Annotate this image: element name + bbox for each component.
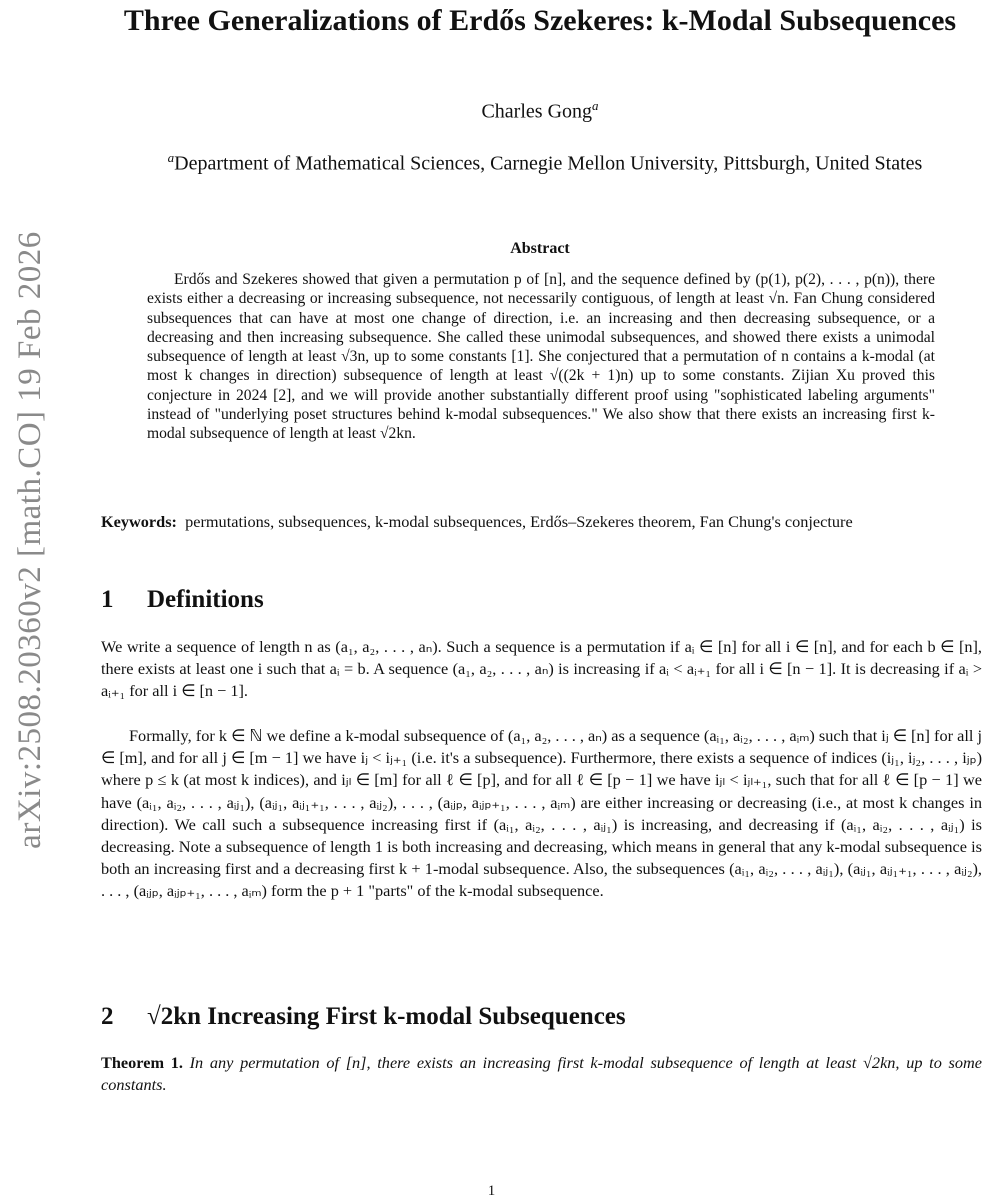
section-2-number: 2 (101, 1003, 114, 1030)
affiliation-text: Department of Mathematical Sciences, Carnegie Mellon University, Pittsburgh, United States (174, 152, 923, 175)
theorem-label: Theorem 1. (101, 1053, 183, 1072)
keywords-text: permutations, subsequences, k-modal subsequences, Erdős–Szekeres theorem, Fan Chung's conjecture (185, 512, 853, 531)
abstract-body (147, 270, 935, 444)
arxiv-identifier: arXiv:2508.20360v2 [math.CO] 19 Feb 2026 (12, 231, 48, 849)
author-superscript: a (592, 98, 599, 113)
section-2-title: √2kn Increasing First k-modal Subsequences (147, 1003, 626, 1030)
theorem-text: In any permutation of [n], there exists an increasing first k-modal subsequence of length at least √2kn, up to some constants. (101, 1053, 982, 1094)
definitions-paragraph-2: Formally, for k ∈ ℕ we define a k-modal subsequence of (a₁, a₂, . . . , aₙ) as a sequence (aᵢ₁, aᵢ₂, . . . , aᵢₘ) such that iⱼ ∈ [n] for all j ∈ [m], and for all j ∈ [m − 1] we have iⱼ < iⱼ₊₁ (i.e. it's a subsequence). Furthermore, there exists a sequence of indices (iⱼ₁, iⱼ₂, . . . , iⱼₚ) where p ≤ k (at most k indices), and iⱼₗ ∈ [m] for all ℓ ∈ [p], and for all ℓ ∈ [p − 1] we have iⱼₗ < iⱼₗ₊₁, such that for all ℓ ∈ [p − 1] we have (aᵢ₁, aᵢ₂, . . . , aᵢⱼ₁), (aᵢⱼ₁, aᵢⱼ₁₊₁, . . . , aᵢⱼ₂), . . . , (aᵢⱼₚ, aᵢⱼₚ₊₁, . . . , aᵢₘ) are either increasing or decreasing (i.e., at most k changes in direction). We call such a subsequence increasing first if (aᵢ₁, aᵢ₂, . . . , aᵢⱼ₁) is increasing, and decreasing if (aᵢ₁, aᵢ₂, . . . , aᵢⱼ₁) is decreasing. Note a subsequence of length 1 is both increasing and decreasing, which means in general that any k-modal subsequence is both an increasing first and a decreasing first k + 1-modal subsequence. Also, the subsequences (aᵢ₁, aᵢ₂, . . . , aᵢⱼ₁), (aᵢⱼ₁, aᵢⱼ₁₊₁, . . . , aᵢⱼ₂), . . . , (aᵢⱼₚ, aᵢⱼₚ₊₁, . . . , aᵢₘ) form the p + 1 "parts" of the k-modal subsequence. (101, 726, 982, 901)
section-2-heading (101, 1003, 626, 1031)
theorem-1 (101, 1052, 982, 1096)
abstract-heading: Abstract (510, 240, 570, 257)
section-1-title: Definitions (147, 586, 264, 613)
affiliation (130, 145, 960, 177)
author-line (90, 98, 983, 124)
author-name: Charles Gong (481, 100, 593, 123)
page-number: 1 (487, 1183, 496, 1199)
section-1-heading (101, 586, 264, 614)
section-1-number: 1 (101, 586, 114, 613)
abstract-text: Erdős and Szekeres showed that given a permutation p of [n], and the sequence defined by (p(1), p(2), . . . , p(n)), there exists either a decreasing or increasing subsequence, not necessarily contiguous, of length at least √n. Fan Chung considered subsequences that can have at most one change of direction, i.e. an increasing and then decreasing subsequence, or a decreasing and then increasing subsequence. She called these unimodal subsequences, and showed there exists a unimodal subsequence of length at least √3n, up to some constants [1]. She conjectured that a permutation of n contains a k-modal (at most k changes in direction) subsequence of length at least √((2k + 1)n) up to some constants. Zijian Xu proved this conjecture in 2024 [2], and we will provide another substantially different proof using "sophisticated labeling arguments" instead of "underlying poset structures behind k-modal subsequences." We also show that there exists an increasing first k-modal subsequence of length at least √2kn. (147, 271, 935, 443)
definitions-paragraph-1: We write a sequence of length n as (a₁, a₂, . . . , aₙ). Such a sequence is a permutation if aᵢ ∈ [n] for all i ∈ [n], and for each b ∈ [n], there exists at least one i such that aᵢ = b. A sequence (a₁, a₂, . . . , aₙ) is increasing if aᵢ < aᵢ₊₁ for all i ∈ [n − 1]. It is decreasing if aᵢ > aᵢ₊₁ for all i ∈ [n − 1]. (101, 637, 982, 701)
paper-title: Three Generalizations of Erdős Szekeres: k-Modal Subsequences (123, 4, 957, 37)
keywords (101, 511, 983, 532)
affiliation-superscript: a (167, 150, 175, 165)
keywords-label: Keywords: (101, 512, 177, 531)
